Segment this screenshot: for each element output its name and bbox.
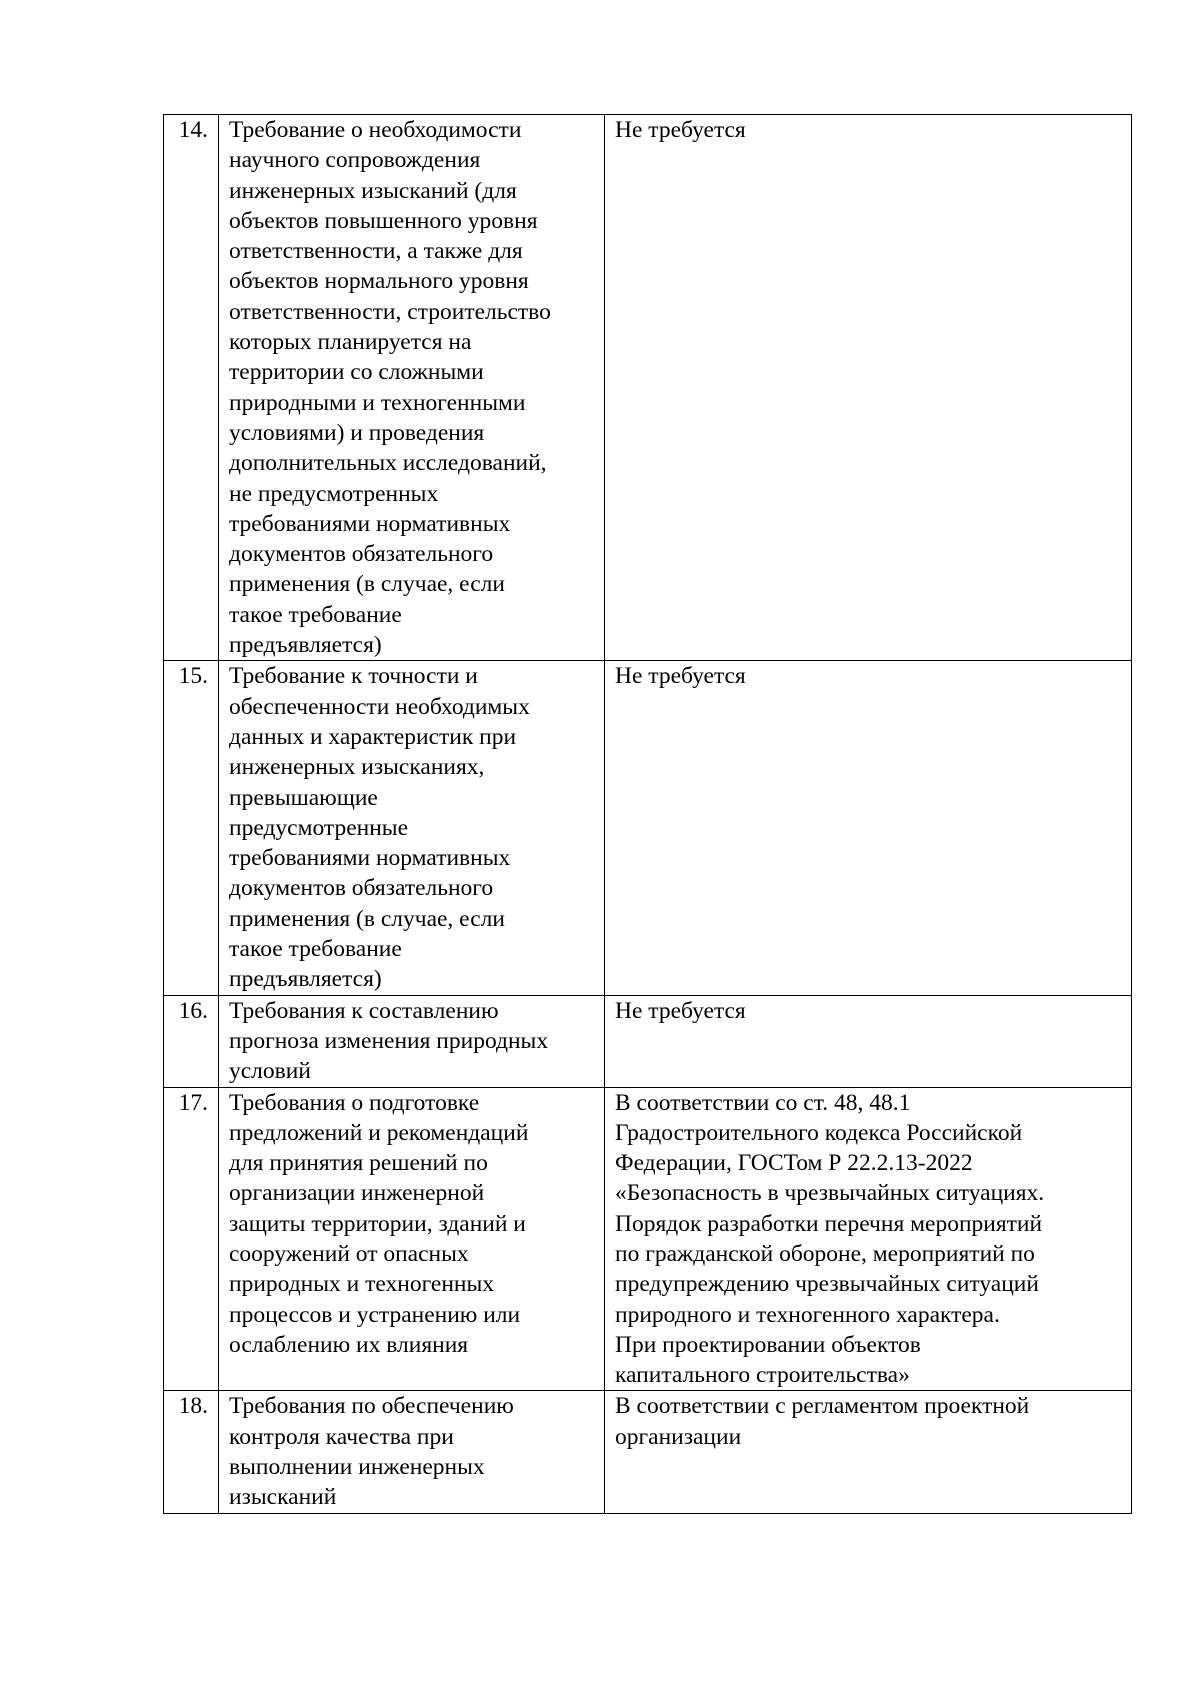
value-cell (605, 1391, 1132, 1513)
requirement-line: Требования о подготовке (229, 1089, 480, 1116)
value-line: В соответствии со ст. 48, 48.1 (615, 1089, 911, 1116)
row-number: 18. (164, 1391, 219, 1513)
value-line: Не требуется (615, 997, 746, 1024)
value-line: При проектировании объектов (615, 1331, 921, 1358)
requirement-line: выполнении инженерных (229, 1454, 485, 1481)
value-line: Градостроительного кодекса Российской (615, 1119, 1023, 1146)
requirement-line: защиты территории, зданий и (229, 1210, 526, 1237)
requirement-line: процессов и устранению или (229, 1301, 521, 1328)
value-line: природного и техногенного характера. (615, 1301, 1000, 1328)
requirement-line: ослаблению их влияния (229, 1331, 469, 1358)
value-line: Не требуется (615, 663, 746, 690)
requirement-line: предусмотренные (229, 814, 409, 841)
row-number: 14. (164, 115, 219, 661)
requirement-line: организации инженерной (229, 1180, 485, 1207)
value-cell (605, 995, 1132, 1087)
requirement-line: предложений и рекомендаций (229, 1119, 529, 1146)
requirement-line: Требование о необходимости (229, 117, 522, 143)
table-row (164, 995, 1132, 1087)
requirement-cell (219, 1087, 605, 1391)
requirement-line: сооружений от опасных (229, 1240, 469, 1267)
requirement-cell (219, 115, 605, 661)
requirement-line: предъявляется) (229, 966, 382, 993)
requirement-line: обеспеченности необходимых (229, 693, 530, 720)
value-line: по гражданской обороне, мероприятий по (615, 1240, 1035, 1267)
requirement-line: условий (229, 1058, 311, 1085)
requirement-line: Требования по обеспечению (229, 1393, 514, 1420)
value-line: Не требуется (615, 117, 746, 143)
requirement-cell (219, 995, 605, 1087)
requirement-line: объектов нормального уровня (229, 268, 529, 295)
requirement-line: природными и техногенными (229, 389, 526, 416)
row-number: 15. (164, 661, 219, 995)
value-cell (605, 1087, 1132, 1391)
requirement-line: дополнительных исследований, (229, 450, 547, 477)
requirement-line: данных и характеристик при (229, 723, 517, 750)
value-line: В соответствии с регламентом проектной (615, 1393, 1030, 1420)
value-line: «Безопасность в чрезвычайных ситуациях. (615, 1180, 1045, 1207)
requirement-line: прогноза изменения природных (229, 1027, 549, 1054)
requirement-line: такое требование (229, 601, 402, 628)
requirement-line: такое требование (229, 936, 402, 963)
table-row (164, 115, 1132, 661)
requirement-line: требованиями нормативных (229, 510, 511, 537)
row-number: 16. (164, 995, 219, 1087)
requirement-line: для принятия решений по (229, 1150, 488, 1177)
requirement-line: применения (в случае, если (229, 905, 505, 932)
requirement-line: Требование к точности и (229, 663, 478, 690)
table-row (164, 1391, 1132, 1513)
value-line: Порядок разработки перечня мероприятий (615, 1210, 1043, 1237)
requirement-line: контроля качества при (229, 1423, 454, 1450)
requirement-line: требованиями нормативных (229, 845, 511, 872)
value-line: организации (615, 1423, 742, 1450)
requirement-line: изысканий (229, 1484, 337, 1511)
value-cell (605, 115, 1132, 661)
requirement-line: не предусмотренных (229, 480, 439, 507)
requirements-table-body (164, 115, 1132, 1514)
value-line: Федерации, ГОСТом Р 22.2.13-2022 (615, 1150, 973, 1177)
requirement-line: ответственности, а также для (229, 238, 523, 265)
requirement-line: документов обязательного (229, 875, 494, 902)
value-line: предупреждению чрезвычайных ситуаций (615, 1271, 1039, 1298)
row-number: 17. (164, 1087, 219, 1391)
requirement-line: превышающие (229, 784, 378, 811)
requirement-line: документов обязательного (229, 541, 494, 568)
requirement-line: инженерных изысканий (для (229, 177, 517, 204)
requirement-line: природных и техногенных (229, 1271, 495, 1298)
requirement-line: инженерных изысканиях, (229, 754, 485, 781)
requirement-line: условиями) и проведения (229, 419, 485, 446)
requirements-table (163, 114, 1132, 1514)
requirement-line: которых планируется на (229, 329, 472, 356)
requirement-line: территории со сложными (229, 359, 484, 386)
table-row (164, 661, 1132, 995)
table-row (164, 1087, 1132, 1391)
value-line: капитального строительства» (615, 1362, 910, 1389)
requirement-line: ответственности, строительство (229, 298, 551, 325)
requirement-cell (219, 661, 605, 995)
requirement-line: объектов повышенного уровня (229, 207, 538, 234)
requirement-line: предъявляется) (229, 632, 382, 659)
requirement-line: применения (в случае, если (229, 571, 505, 598)
requirement-cell (219, 1391, 605, 1513)
requirement-line: научного сопровождения (229, 147, 481, 174)
value-cell (605, 661, 1132, 995)
requirement-line: Требования к составлению (229, 997, 499, 1024)
